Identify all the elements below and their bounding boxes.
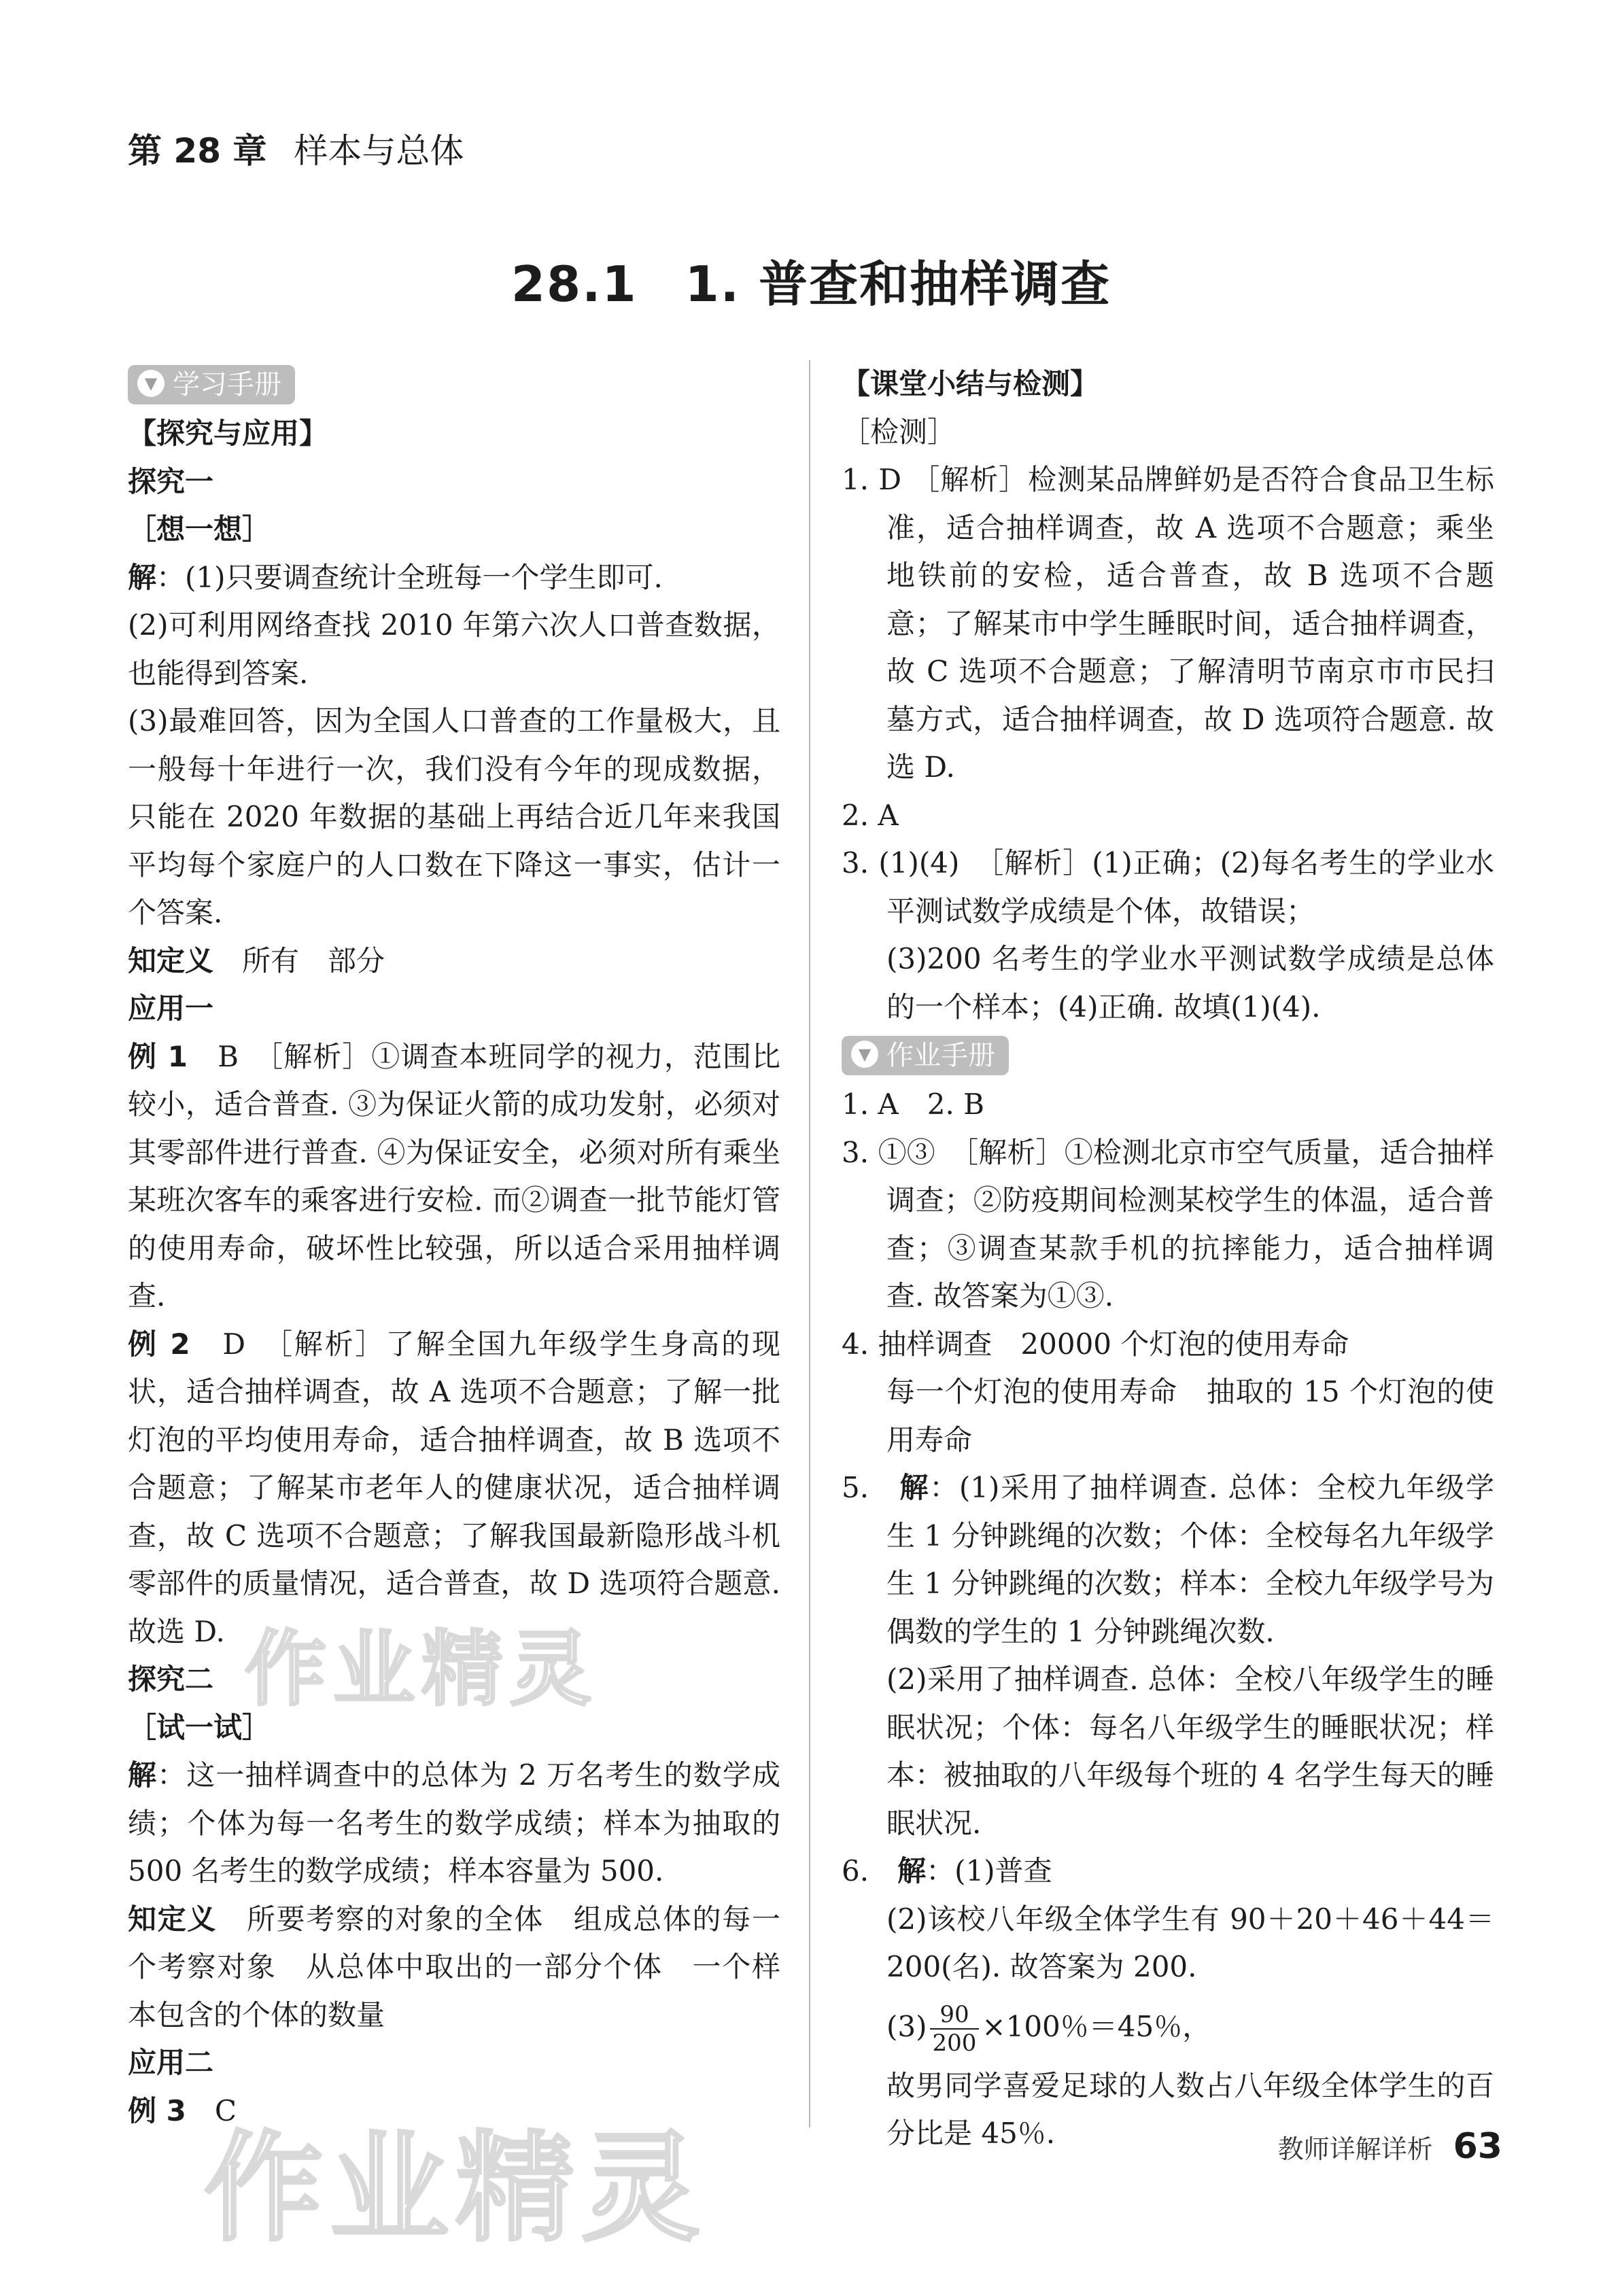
fraction-numerator: 90 [930, 2001, 980, 2030]
answer-item-continued: 故男同学喜爱足球的人数占八年级全体学生的百分比是 45％. [886, 2068, 1494, 2150]
think-heading: ［想一想］ [128, 512, 271, 546]
example-label: 例 2 [128, 1327, 190, 1361]
answer-item: 4. 抽样调查 20000 个灯泡的使用寿命 [842, 1327, 1349, 1361]
section-topic: 1. 普查和抽样调查 [685, 256, 1111, 313]
chevron-down-icon: ▼ [137, 370, 165, 397]
solution-text: ：(1)采用了抽样调查. 总体：全校九年级学生 1 分钟跳绳的次数；个体：全校每名九年级学生 1 分钟跳绳的次数；样本：全校九年级学号为偶数的学生的 1 分钟跳绳次数. [886, 1471, 1494, 1648]
example-text: C [186, 2093, 237, 2127]
solution-text: ：这一抽样调查中的总体为 2 万名考生的数学成绩；个体为每一名考生的数学成绩；样本为抽取的 500 名考生的数学成绩；样本容量为 500. [128, 1758, 780, 1888]
definition-paragraph [128, 1896, 780, 2040]
try-heading: ［试一试］ [128, 1710, 271, 1744]
page-number: 63 [1453, 2126, 1502, 2167]
solution-label: 解 [897, 1854, 927, 1888]
definition-label: 知定义 [128, 943, 214, 977]
math-suffix: ×100％＝45％， [982, 2009, 1211, 2043]
answer-number: 6. [842, 1854, 869, 1888]
explore-heading: 探究二 [128, 1663, 214, 1696]
chapter-name: 样本与总体 [294, 131, 464, 171]
solution-paragraph [128, 1752, 780, 1896]
answer-item: 1. D ［解析］检测某品牌鲜奶是否符合食品卫生标准，适合抽样调查，故 A 选项不合题意；乘坐地铁前的安检，适合普查，故 B 选项不合题意；了解某市中学生睡眠时间，适合抽样调查，故 C 选项不合题意；了解清明节南京市市民扫墓方式，适合抽样调查，故 D 选项符合题意. 故选 D. [842, 463, 1494, 784]
badge-label: 作业手册 [886, 1040, 995, 1071]
apply-heading: 应用一 [128, 992, 214, 1025]
solution-text: ：(1)普查 [926, 1854, 1052, 1888]
section-number: 28.1 [511, 256, 638, 313]
apply-heading: 应用二 [128, 2046, 214, 2079]
solution-text: ：(1)只要调查统计全班每一个学生即可. [156, 560, 663, 594]
example-label: 例 3 [128, 2093, 186, 2127]
section-heading: 【探究与应用】 [128, 417, 328, 450]
definition-text: 所有 部分 [213, 943, 385, 977]
right-column [842, 360, 1494, 2158]
left-column [128, 360, 780, 2135]
example-text: B ［解析］①调查本班同学的视力，范围比较小，适合普查. ③为保证火箭的成功发射，必须对其零部件进行普查. ④为保证安全，必须对所有乘坐某班次客车的乘客进行安检. 而②调查一批节能灯管的使用寿命，破坏性比较强，所以适合采用抽样调查. [128, 1039, 780, 1312]
badge-label: 学习手册 [173, 369, 281, 400]
math-expression [842, 1991, 1494, 2062]
definition-paragraph [128, 937, 780, 986]
example-label: 例 1 [128, 1039, 188, 1073]
watermark: 作业精灵 [245, 1622, 598, 1717]
solution-paragraph: (2)可利用网络查找 2010 年第六次人口普查数据，也能得到答案. [128, 608, 780, 690]
answer-item: 3. ①③ ［解析］①检测北京市空气质量，适合抽样调查；②防疫期间检测某校学生的体温，适合普查；③调查某款手机的抗摔能力，适合抽样调查. 故答案为①③. [842, 1135, 1494, 1312]
fraction-denominator: 200 [932, 2029, 977, 2057]
page-title [0, 245, 1622, 315]
fraction [930, 2001, 980, 2057]
answer-item: 1. A 2. B [842, 1088, 985, 1121]
explore-heading: 探究一 [128, 464, 214, 498]
answer-item: 3. (1)(4) ［解析］(1)正确；(2)每名考生的学业水平测试数学成绩是个体，故错误； [842, 846, 1494, 928]
definition-text: 所要考察的对象的全体 组成总体的每一个考察对象 从总体中取出的一部分个体 一个样本包含的个体的数量 [128, 1902, 780, 2032]
example-text: D ［解析］了解全国九年级学生身高的现状，适合抽样调查，故 A 选项不合题意；了解一批灯泡的平均使用寿命，适合抽样调查，故 B 选项不合题意；了解某市老年人的健康状况，适合抽样调查，故 C 选项不合题意；了解我国最新隐形战斗机零部件的质量情况，适合普查，故 D 选项符合题意. 故选 D. [128, 1327, 780, 1648]
footer-label: 教师详解详析 [1277, 2134, 1433, 2164]
page-footer [1278, 2126, 1502, 2167]
homework-handbook-badge [842, 1036, 1009, 1075]
chevron-down-icon: ▼ [851, 1041, 878, 1068]
definition-label: 知定义 [128, 1902, 218, 1936]
solution-label: 解 [128, 560, 157, 594]
column-divider [809, 360, 810, 2127]
solution-label: 解 [899, 1471, 930, 1504]
answer-item [842, 1847, 1494, 1896]
study-handbook-badge [128, 365, 295, 404]
answer-item-continued: (3)200 名考生的学业水平测试数学成绩是总体的一个样本；(4)正确. 故填(1)(4). [886, 942, 1494, 1024]
chapter-heading [128, 124, 464, 173]
answer-item: 2. A [842, 798, 899, 832]
chapter-number: 第 28 章 [128, 131, 267, 171]
section-heading: 【课堂小结与检测】 [842, 367, 1099, 400]
solution-paragraph [128, 554, 780, 602]
math-prefix: (3) [886, 2009, 927, 2043]
check-heading: ［检测］ [842, 415, 956, 449]
example-paragraph [128, 1033, 780, 1321]
watermark: 作业精灵 [204, 2120, 707, 2258]
solution-label: 解 [128, 1758, 158, 1792]
answer-item-continued: (2)该校八年级全体学生有 90＋20＋46＋44＝200(名). 故答案为 200. [886, 1902, 1494, 1983]
answer-item-continued: (2)采用了抽样调查. 总体：全校八年级学生的睡眠状况；个体：每名八年级学生的睡眠状况；样本：被抽取的八年级每个班的 4 名学生每天的睡眠状况. [886, 1663, 1494, 1840]
answer-number: 5. [842, 1471, 869, 1504]
answer-item [842, 1464, 1494, 1656]
solution-paragraph: (3)最难回答，因为全国人口普查的工作量极大，且一般每十年进行一次，我们没有今年的现成数据，只能在 2020 年数据的基础上再结合近几年来我国平均每个家庭户的人口数在下降这一事实，估计一个答案. [128, 704, 780, 929]
answer-item-continued: 每一个灯泡的使用寿命 抽取的 15 个灯泡的使用寿命 [886, 1375, 1494, 1457]
